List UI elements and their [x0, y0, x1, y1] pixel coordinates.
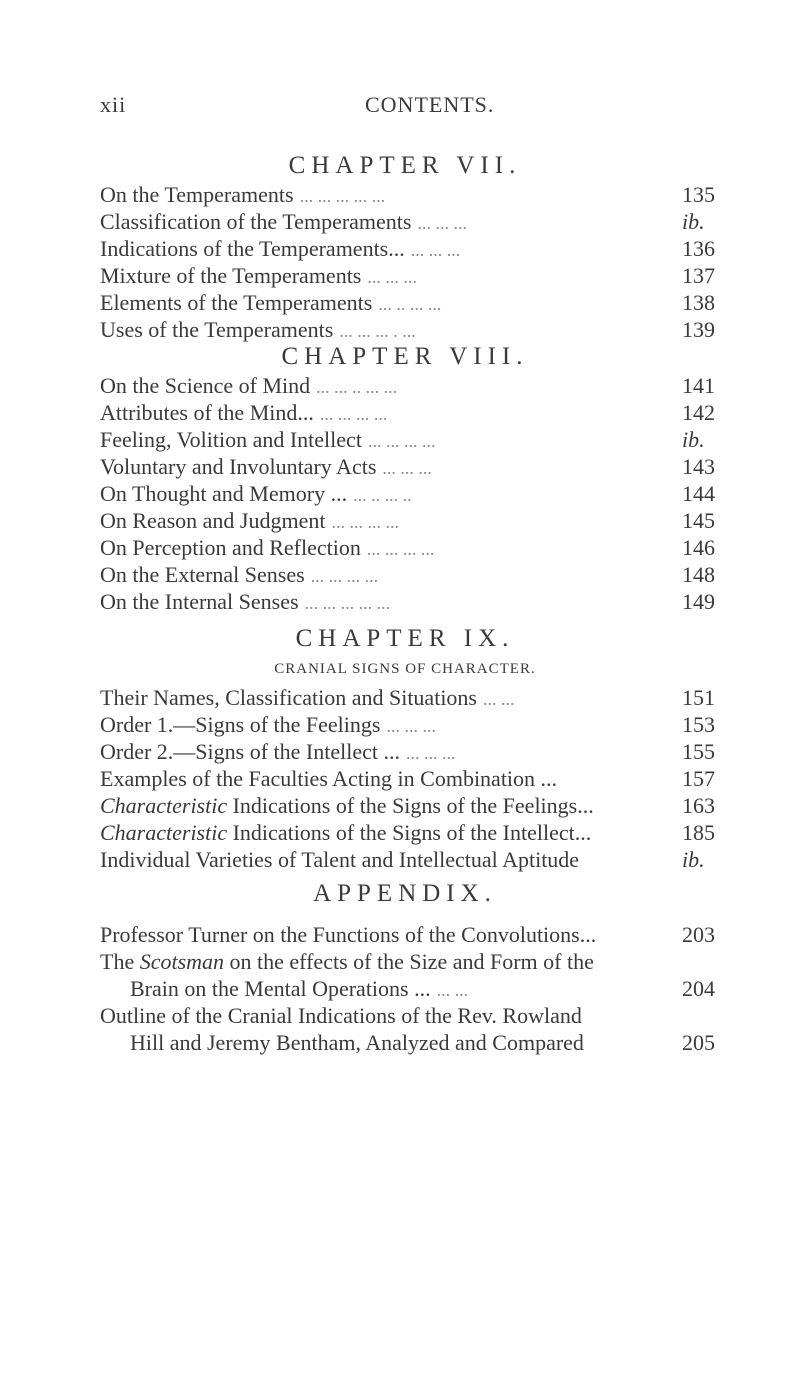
dot-leader: ... ... ... ... [367, 431, 436, 451]
entry-title: Voluntary and Involuntary Acts [100, 454, 377, 479]
entry-page: 138 [682, 290, 715, 315]
entry-page: 204 [682, 976, 715, 1001]
dot-leader: ... ... ... [386, 716, 436, 736]
dot-leader: ... ... ... . ... [339, 321, 416, 341]
entry-page: 157 [682, 766, 715, 791]
entry-page: ib. [682, 847, 705, 872]
toc-entry [100, 507, 715, 534]
toc-entry [100, 399, 715, 426]
dot-leader: ... ... ... [367, 267, 417, 287]
entry-title-pre: The [100, 949, 140, 974]
toc-entry [100, 426, 710, 453]
entry-title [100, 792, 594, 819]
entry-title: Elements of the Temperaments [100, 290, 373, 315]
toc-entry [100, 792, 715, 819]
entry-title: Order 1.—Signs of the Feelings [100, 712, 381, 737]
toc-entry-continuation [100, 1029, 715, 1056]
dot-leader: ... ... ... [410, 240, 461, 260]
toc-entry [100, 453, 715, 480]
entry-page: 185 [682, 820, 715, 845]
entry-title-italic: Scotsman [139, 949, 225, 974]
toc-entry [100, 588, 715, 615]
toc-entry [100, 921, 715, 948]
entry-title: Brain on the Mental Operations ... [130, 976, 431, 1001]
entry-title: On the Internal Senses [100, 589, 299, 614]
entry-page: 136 [682, 236, 715, 261]
entry-page: 148 [682, 562, 715, 587]
dot-leader: ... ... ... ... [366, 539, 435, 559]
page-number: xii [100, 92, 127, 117]
dot-leader: ... ... ... [406, 743, 456, 763]
toc-entry [100, 819, 715, 846]
toc-entry [100, 561, 715, 588]
entry-page: 146 [682, 535, 715, 560]
dot-leader: ... .. ... .. [353, 485, 412, 505]
entry-page: 155 [682, 739, 715, 764]
entry-page: 137 [682, 263, 715, 288]
appendix-section [100, 879, 715, 1056]
entry-title: Their Names, Classification and Situations [100, 685, 477, 710]
entry-title: Attributes of the Mind... [100, 400, 314, 425]
entry-title: On the External Senses [100, 562, 305, 587]
toc-entry [100, 738, 715, 765]
entry-title: Feeling, Volition and Intellect [100, 427, 362, 452]
chapter-9-section [100, 624, 715, 873]
entry-title: Indications of the Temperaments... [100, 236, 405, 261]
chapter-heading: CHAPTER VII. [288, 152, 522, 179]
entry-page: 205 [682, 1030, 715, 1055]
appendix-heading: APPENDIX. [313, 880, 497, 907]
entry-title: Examples of the Faculties Acting in Combination ... [100, 766, 558, 791]
entry-title: Order 2.—Signs of the Intellect ... [100, 739, 400, 764]
entry-title [100, 948, 594, 975]
entry-page: 135 [682, 182, 715, 207]
entry-title: Hill and Jeremy Bentham, Analyzed and Compared [130, 1030, 584, 1055]
entry-title [100, 819, 591, 846]
entry-title: Individual Varieties of Talent and Intellectual Aptitude [100, 847, 580, 872]
entry-page: 203 [682, 922, 715, 947]
entry-page: ib. [682, 427, 705, 452]
entry-page: 151 [682, 685, 715, 710]
entry-page: 139 [682, 317, 715, 342]
running-head [100, 92, 720, 122]
toc-entry [100, 1002, 710, 1029]
dot-leader: ... ... ... [417, 213, 467, 233]
entry-page: 145 [682, 508, 715, 533]
page-title: CONTENTS. [365, 92, 495, 117]
toc-entry [100, 316, 715, 343]
entry-title: On the Science of Mind [100, 373, 311, 398]
entry-page: 163 [682, 793, 715, 818]
dot-leader: ... ... ... ... ... [304, 593, 391, 613]
entry-title-rest: Indications of the Signs of the Intellect... [227, 820, 592, 845]
dot-leader: ... ... [483, 689, 515, 709]
toc-entry [100, 534, 715, 561]
toc-entry [100, 846, 710, 873]
entry-page: ib. [682, 209, 705, 234]
toc-entry [100, 948, 710, 975]
entry-title: Mixture of the Temperaments [100, 263, 362, 288]
dot-leader: ... ... ... ... [319, 404, 388, 424]
entry-title-rest: Indications of the Signs of the Feelings... [227, 793, 594, 818]
toc-entry [100, 235, 715, 262]
entry-page: 149 [682, 589, 715, 614]
dot-leader: ... ... ... ... [331, 512, 399, 532]
chapter-heading: CHAPTER IX. [295, 625, 515, 652]
dot-leader: ... ... ... ... [310, 566, 379, 586]
entry-title: On Thought and Memory ... [100, 481, 348, 506]
entry-title: Outline of the Cranial Indications of the Rev. Rowland [100, 1003, 582, 1028]
entry-title: On Reason and Judgment [100, 508, 326, 533]
entry-page: 144 [682, 481, 715, 506]
dot-leader: ... ... [436, 980, 469, 1000]
entry-title: Professor Turner on the Functions of the Convolutions... [100, 922, 597, 947]
toc-entry [100, 289, 715, 316]
entry-title: On Perception and Reflection [100, 535, 361, 560]
dot-leader: ... ... .. ... ... [316, 377, 398, 397]
toc-entry [100, 262, 715, 289]
chapter-subheading: CRANIAL SIGNS OF CHARACTER. [274, 661, 536, 677]
entry-page: 141 [682, 373, 715, 398]
toc-entry [100, 372, 715, 399]
dot-leader: ... .. ... ... [378, 294, 442, 314]
dot-leader: ... ... ... [382, 458, 432, 478]
toc-entry [100, 711, 715, 738]
chapter-8-section [100, 342, 715, 615]
chapter-7-section [100, 151, 715, 343]
entry-title-rest: on the effects of the Size and Form of the [224, 949, 594, 974]
toc-entry-continuation [100, 975, 715, 1002]
toc-entry [100, 181, 715, 208]
dot-leader: ... ... ... ... ... [299, 186, 386, 206]
entry-title: Classification of the Temperaments [100, 209, 412, 234]
entry-title: On the Temperaments [100, 182, 294, 207]
entry-title-italic: Characteristic [100, 793, 228, 818]
toc-entry [100, 208, 710, 235]
entry-page: 153 [682, 712, 715, 737]
entry-page: 143 [682, 454, 715, 479]
chapter-heading: CHAPTER VIII. [281, 343, 529, 370]
toc-entry [100, 684, 715, 711]
entry-title-italic: Characteristic [100, 820, 228, 845]
toc-entry [100, 765, 715, 792]
entry-title: Uses of the Temperaments [100, 317, 334, 342]
entry-page: 142 [682, 400, 715, 425]
toc-entry [100, 480, 715, 507]
